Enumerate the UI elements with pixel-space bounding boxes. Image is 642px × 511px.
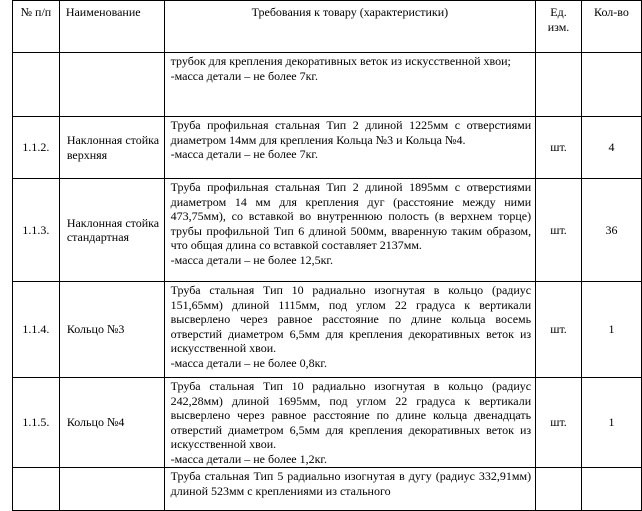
requirement-line: Труба профильная стальная Тип 2 длиной 1895мм с отверстиями диаметром 14 мм для крепления дуг (расстояние между ними 473,75мм), со вставкой во внутреннюю полость (в верхнем торце) трубы профильной Тип 6 длиной 500мм, вваренную таким образом, что общая длина со вставкой составляет 2137мм. [170,180,532,252]
row-qty [581,468,641,511]
row-qty: 36 [581,179,641,282]
row-requirements [164,468,535,511]
row-requirements [164,282,535,378]
row-qty: 4 [581,117,641,179]
row-qty: 1 [581,282,641,378]
table-row [13,282,642,378]
header-no: № п/п [13,1,60,53]
requirement-line: -масса детали – не более 7кг. [170,147,318,161]
row-requirements [164,53,535,117]
table-header-row [13,1,642,53]
requirement-line: трубок для крепления декоративных веток из искусственной хвои; [170,54,511,68]
row-number: 1.1.3. [13,179,60,282]
requirement-line: -масса детали – не более 12,5кг. [170,252,333,267]
requirement-line: Труба стальная Тип 5 радиально изогнутая в дугу (радиус 332,91мм) длиной 523мм с креплениями из стального [170,469,532,498]
requirement-line: -масса детали – не более 1,2кг. [170,451,327,466]
row-unit: шт. [536,179,582,282]
row-unit: шт. [536,282,582,378]
row-number: 1.1.2. [13,117,60,179]
row-qty [581,53,641,117]
row-number: 1.1.5. [13,378,60,468]
requirement-line: -масса детали – не более 0,8кг. [170,355,327,370]
row-unit [536,53,582,117]
requirement-line: Труба профильная стальная Тип 2 длиной 1225мм с отверстиями диаметром 14мм для крепления Кольца №3 и Кольца №4. [170,118,532,147]
row-unit [536,468,582,511]
header-qty: Кол-во [581,1,641,53]
table-body [13,53,642,511]
row-requirements [164,117,535,179]
row-number: 1.1.4. [13,282,60,378]
row-qty: 1 [581,378,641,468]
row-number [13,53,60,117]
row-requirements [164,179,535,282]
header-name: Наименование [59,1,164,53]
header-unit: Ед. изм. [536,1,582,53]
row-name: Наклонная стойка верхняя [59,117,164,179]
row-name [59,53,164,117]
requirement-line: Труба стальная Тип 10 радиально изогнутая в кольцо (радиус 151,65мм) длиной 1115мм, под углом 22 градуса к вертикали высверлено через равное расстояние по длине кольца восемь отверстий диаметром 6,5мм для крепления декоративных веток из искусственной хвои. [170,283,532,355]
requirement-line: Труба стальная Тип 10 радиально изогнутая в кольцо (радиус 242,28мм) длиной 1695мм, под углом 22 градуса к вертикали высверлено через равное расстояние по длине кольца двенадцать отверстий диаметром 6,5мм для крепления декоративных веток из искусственной хвои. [170,379,532,451]
row-name: Наклонная стойка стандартная [59,179,164,282]
table-row [13,378,642,468]
row-name: Кольцо №3 [59,282,164,378]
table-row [13,468,642,511]
table-row [13,179,642,282]
spec-table [12,0,642,511]
requirement-line: -масса детали – не более 7кг. [170,68,318,83]
table-row [13,53,642,117]
row-number [13,468,60,511]
row-unit: шт. [536,117,582,179]
row-requirements [164,378,535,468]
row-name [59,468,164,511]
row-unit: шт. [536,378,582,468]
header-requirements: Требования к товару (характеристики) [164,1,535,53]
row-name: Кольцо №4 [59,378,164,468]
table-row [13,117,642,179]
